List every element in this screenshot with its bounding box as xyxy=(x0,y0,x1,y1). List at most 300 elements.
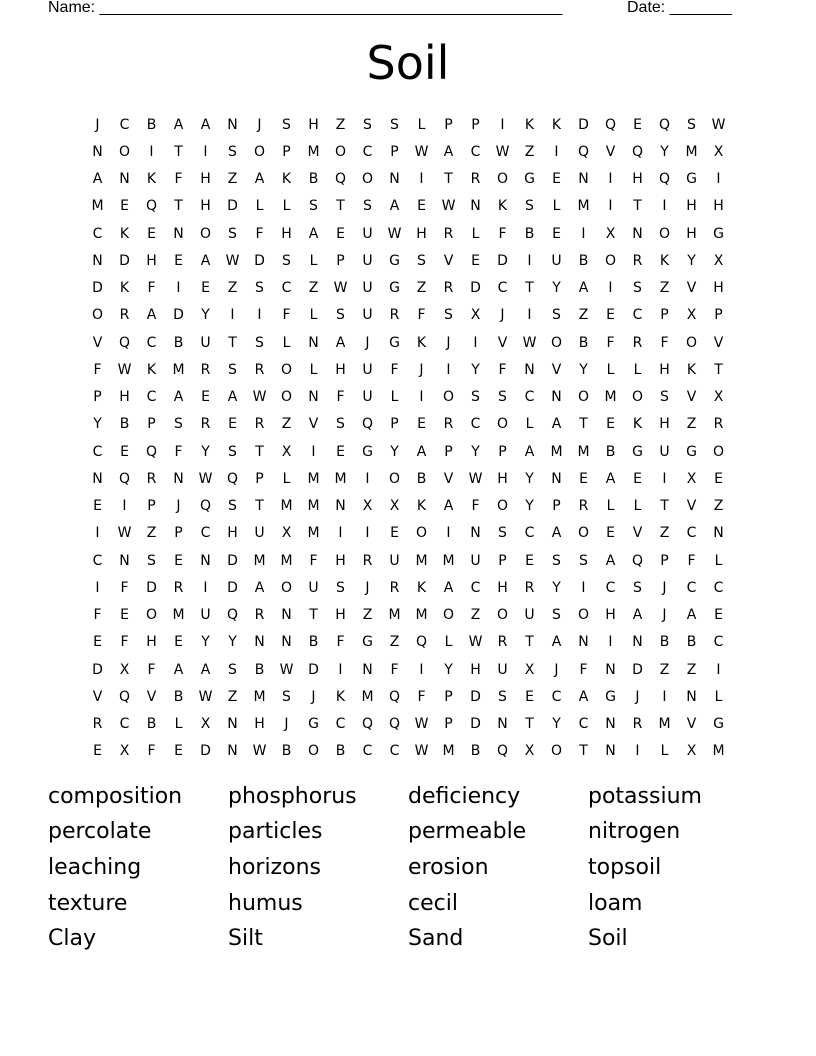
grid-letter: P xyxy=(714,307,723,324)
grid-letter: C xyxy=(497,280,508,297)
grid-letter: B xyxy=(578,334,589,351)
word-row xyxy=(48,850,768,886)
grid-letter: V xyxy=(92,334,103,351)
grid-letter: N xyxy=(227,716,238,733)
grid-letter: K xyxy=(119,280,130,297)
grid-letter: E xyxy=(471,252,480,269)
grid-letter: Z xyxy=(686,661,697,678)
grid-letter: L xyxy=(390,389,399,406)
grid-letter: I xyxy=(257,307,262,324)
grid-letter: V xyxy=(551,361,562,378)
grid-letter: I xyxy=(95,525,100,542)
grid-letter: N xyxy=(713,525,724,542)
grid-letter: E xyxy=(120,198,129,215)
grid-letter: E xyxy=(174,634,183,651)
grid-letter: P xyxy=(147,498,156,515)
grid-letter: I xyxy=(311,443,316,460)
grid-letter: F xyxy=(417,688,426,705)
grid-letter: S xyxy=(228,361,237,378)
grid-letter: S xyxy=(687,116,696,133)
grid-letter: B xyxy=(524,225,535,242)
grid-letter: G xyxy=(686,443,697,460)
grid-letter: N xyxy=(227,116,238,133)
grid-letter: Q xyxy=(334,171,347,188)
grid-letter: X xyxy=(713,143,724,160)
grid-letter: V xyxy=(443,252,454,269)
grid-letter: S xyxy=(255,280,264,297)
grid-letter: Q xyxy=(388,688,401,705)
grid-letter: F xyxy=(498,225,507,242)
grid-letter: I xyxy=(581,579,586,596)
grid-letter: E xyxy=(552,171,561,188)
grid-letter: B xyxy=(173,334,184,351)
grid-row xyxy=(84,111,732,138)
grid-letter: E xyxy=(147,225,156,242)
grid-letter: D xyxy=(173,307,184,324)
grid-letter: R xyxy=(254,416,265,433)
grid-letter: G xyxy=(605,688,616,705)
grid-letter: Q xyxy=(631,552,644,569)
grid-letter: T xyxy=(228,334,237,351)
grid-letter: H xyxy=(200,171,211,188)
grid-row xyxy=(84,738,732,765)
grid-row xyxy=(84,465,732,492)
grid-letter: Z xyxy=(686,416,697,433)
grid-letter: I xyxy=(635,743,640,760)
grid-letter: W xyxy=(198,688,213,705)
grid-letter: S xyxy=(660,389,669,406)
grid-letter: T xyxy=(336,198,345,215)
grid-letter: Q xyxy=(226,607,239,624)
grid-letter: L xyxy=(633,361,642,378)
grid-letter: P xyxy=(390,416,399,433)
grid-letter: S xyxy=(552,307,561,324)
grid-letter: M xyxy=(253,552,266,569)
grid-letter: O xyxy=(280,389,293,406)
grid-row xyxy=(84,711,732,738)
grid-letter: N xyxy=(551,389,562,406)
grid-letter: F xyxy=(255,225,264,242)
grid-letter: P xyxy=(471,116,480,133)
grid-letter: Z xyxy=(227,171,238,188)
grid-letter: F xyxy=(309,552,318,569)
grid-letter: M xyxy=(604,389,617,406)
grid-letter: J xyxy=(662,607,667,624)
grid-letter: V xyxy=(686,716,697,733)
grid-letter: U xyxy=(308,579,319,596)
grid-letter: J xyxy=(554,661,559,678)
page-title: Soil xyxy=(366,36,450,90)
grid-letter: A xyxy=(578,688,589,705)
grid-letter: R xyxy=(254,607,265,624)
grid-letter: O xyxy=(577,525,590,542)
grid-letter: O xyxy=(631,389,644,406)
grid-letter: N xyxy=(551,470,562,487)
grid-letter: P xyxy=(93,389,102,406)
grid-letter: I xyxy=(608,634,613,651)
grid-letter: O xyxy=(253,143,266,160)
grid-letter: S xyxy=(282,116,291,133)
grid-letter: D xyxy=(470,280,481,297)
grid-letter: P xyxy=(444,688,453,705)
grid-letter: B xyxy=(470,743,481,760)
grid-letter: X xyxy=(281,443,292,460)
grid-letter: C xyxy=(92,443,103,460)
grid-letter: A xyxy=(605,470,616,487)
grid-letter: Y xyxy=(660,143,669,160)
grid-letter: Z xyxy=(416,280,427,297)
grid-letter: C xyxy=(92,225,103,242)
grid-letter: I xyxy=(446,361,451,378)
grid-letter: N xyxy=(308,334,319,351)
grid-letter: A xyxy=(389,198,400,215)
grid-letter: P xyxy=(282,143,291,160)
grid-letter: E xyxy=(336,443,345,460)
grid-letter: M xyxy=(280,498,293,515)
grid-letter: C xyxy=(470,579,481,596)
grid-letter: M xyxy=(415,552,428,569)
grid-letter: L xyxy=(444,634,453,651)
grid-letter: H xyxy=(686,198,697,215)
grid-letter: T xyxy=(579,416,588,433)
grid-letter: O xyxy=(442,607,455,624)
grid-letter: M xyxy=(91,198,104,215)
grid-letter: X xyxy=(200,716,211,733)
grid-letter: S xyxy=(498,688,507,705)
grid-letter: N xyxy=(227,743,238,760)
grid-letter: A xyxy=(416,443,427,460)
grid-letter: Z xyxy=(578,307,589,324)
grid-letter: Q xyxy=(118,334,131,351)
grid-letter: W xyxy=(252,743,267,760)
grid-letter: F xyxy=(93,361,102,378)
grid-letter: W xyxy=(414,743,429,760)
grid-letter: I xyxy=(527,252,532,269)
grid-letter: P xyxy=(498,443,507,460)
grid-letter: Z xyxy=(713,498,724,515)
grid-letter: Q xyxy=(604,116,617,133)
grid-letter: I xyxy=(608,280,613,297)
grid-letter: P xyxy=(444,116,453,133)
grid-letter: B xyxy=(146,716,157,733)
grid-letter: E xyxy=(417,416,426,433)
grid-letter: L xyxy=(552,198,561,215)
grid-letter: S xyxy=(174,416,183,433)
grid-letter: H xyxy=(632,171,643,188)
grid-letter: J xyxy=(284,716,289,733)
grid-letter: Z xyxy=(146,525,157,542)
grid-letter: S xyxy=(552,607,561,624)
grid-letter: I xyxy=(662,198,667,215)
grid-letter: A xyxy=(443,143,454,160)
word-bank-item: topsoil xyxy=(588,854,662,880)
grid-letter: O xyxy=(91,307,104,324)
grid-letter: F xyxy=(120,579,129,596)
grid-letter: F xyxy=(147,280,156,297)
grid-letter: W xyxy=(468,470,483,487)
grid-letter: I xyxy=(608,171,613,188)
grid-letter: T xyxy=(660,498,669,515)
word-bank-item: horizons xyxy=(228,854,321,880)
grid-letter: C xyxy=(470,143,481,160)
name-field-label: Name: ____________________________________________________ xyxy=(48,0,563,16)
grid-letter: W xyxy=(522,334,537,351)
grid-letter: K xyxy=(119,225,130,242)
grid-letter: E xyxy=(633,470,642,487)
grid-letter: A xyxy=(200,661,211,678)
word-bank-item: particles xyxy=(228,819,323,845)
grid-letter: N xyxy=(119,552,130,569)
grid-letter: K xyxy=(281,171,292,188)
grid-letter: O xyxy=(550,743,563,760)
grid-letter: C xyxy=(713,634,724,651)
grid-letter: H xyxy=(713,198,724,215)
grid-letter: A xyxy=(92,171,103,188)
grid-letter: O xyxy=(712,443,725,460)
grid-letter: V xyxy=(605,143,616,160)
grid-row xyxy=(84,138,732,165)
grid-letter: X xyxy=(686,743,697,760)
grid-letter: V xyxy=(308,416,319,433)
grid-letter: Y xyxy=(579,361,588,378)
grid-letter: S xyxy=(282,252,291,269)
grid-row xyxy=(84,547,732,574)
grid-letter: O xyxy=(496,498,509,515)
grid-letter: Z xyxy=(659,280,670,297)
word-bank-item: texture xyxy=(48,890,128,916)
grid-letter: U xyxy=(200,607,211,624)
grid-letter: Z xyxy=(308,280,319,297)
grid-letter: U xyxy=(551,252,562,269)
grid-row xyxy=(84,384,732,411)
grid-letter: D xyxy=(119,252,130,269)
grid-letter: E xyxy=(174,552,183,569)
grid-letter: K xyxy=(416,334,427,351)
grid-letter: F xyxy=(687,552,696,569)
grid-letter: Y xyxy=(552,280,561,297)
grid-letter: S xyxy=(228,443,237,460)
grid-letter: O xyxy=(118,143,131,160)
grid-letter: S xyxy=(363,116,372,133)
grid-letter: L xyxy=(525,416,534,433)
grid-letter: O xyxy=(145,607,158,624)
grid-letter: Y xyxy=(552,716,561,733)
grid-letter: Q xyxy=(361,416,374,433)
grid-letter: J xyxy=(95,116,100,133)
grid-letter: X xyxy=(281,525,292,542)
grid-letter: W xyxy=(225,252,240,269)
grid-letter: D xyxy=(227,552,238,569)
grid-letter: C xyxy=(470,416,481,433)
grid-letter: N xyxy=(254,634,265,651)
grid-letter: Y xyxy=(201,634,210,651)
grid-letter: O xyxy=(361,171,374,188)
grid-letter: V xyxy=(443,470,454,487)
grid-letter: D xyxy=(470,688,481,705)
grid-letter: E xyxy=(336,225,345,242)
grid-letter: N xyxy=(119,171,130,188)
grid-letter: E xyxy=(120,443,129,460)
grid-letter: A xyxy=(173,116,184,133)
grid-letter: I xyxy=(554,143,559,160)
grid-letter: V xyxy=(686,280,697,297)
grid-letter: D xyxy=(632,661,643,678)
grid-letter: M xyxy=(172,361,185,378)
grid-row xyxy=(84,220,732,247)
grid-letter: V xyxy=(686,498,697,515)
grid-letter: W xyxy=(468,634,483,651)
grid-letter: Y xyxy=(93,416,102,433)
grid-letter: E xyxy=(93,743,102,760)
grid-letter: F xyxy=(390,361,399,378)
grid-letter: M xyxy=(253,688,266,705)
grid-letter: G xyxy=(713,716,724,733)
grid-letter: W xyxy=(711,116,726,133)
grid-letter: O xyxy=(496,416,509,433)
grid-letter: F xyxy=(606,334,615,351)
grid-letter: B xyxy=(416,470,427,487)
grid-letter: Y xyxy=(525,498,534,515)
grid-letter: U xyxy=(200,334,211,351)
grid-letter: A xyxy=(551,416,562,433)
word-bank-item: Sand xyxy=(408,926,464,952)
grid-letter: Q xyxy=(658,116,671,133)
grid-row xyxy=(84,275,732,302)
grid-letter: S xyxy=(471,389,480,406)
grid-letter: W xyxy=(495,143,510,160)
grid-letter: M xyxy=(685,143,698,160)
grid-letter: L xyxy=(174,716,183,733)
grid-letter: I xyxy=(338,525,343,542)
grid-letter: C xyxy=(200,525,211,542)
grid-letter: Y xyxy=(201,307,210,324)
grid-letter: H xyxy=(227,525,238,542)
grid-letter: G xyxy=(362,634,373,651)
grid-letter: X xyxy=(119,661,130,678)
grid-letter: G xyxy=(389,252,400,269)
grid-letter: P xyxy=(336,252,345,269)
word-bank-item: leaching xyxy=(48,854,142,880)
grid-letter: I xyxy=(716,171,721,188)
word-bank-item: humus xyxy=(228,890,303,916)
grid-letter: F xyxy=(336,634,345,651)
grid-letter: B xyxy=(119,416,130,433)
grid-letter: R xyxy=(389,579,400,596)
word-bank-item: nitrogen xyxy=(588,819,681,845)
grid-letter: X xyxy=(362,498,373,515)
grid-letter: I xyxy=(716,661,721,678)
word-row xyxy=(48,815,768,851)
grid-letter: S xyxy=(552,552,561,569)
grid-letter: T xyxy=(714,361,723,378)
grid-letter: A xyxy=(686,607,697,624)
grid-letter: S xyxy=(498,525,507,542)
grid-letter: K xyxy=(632,416,643,433)
grid-letter: C xyxy=(713,579,724,596)
grid-letter: H xyxy=(686,225,697,242)
grid-letter: V xyxy=(92,688,103,705)
grid-letter: G xyxy=(686,171,697,188)
grid-letter: Z xyxy=(659,661,670,678)
word-bank-item: phosphorus xyxy=(228,783,357,809)
grid-letter: X xyxy=(713,252,724,269)
grid-letter: W xyxy=(117,361,132,378)
grid-letter: A xyxy=(173,661,184,678)
grid-letter: L xyxy=(309,361,318,378)
grid-letter: O xyxy=(577,389,590,406)
grid-letter: A xyxy=(551,634,562,651)
grid-letter: N xyxy=(686,688,697,705)
grid-letter: K xyxy=(524,116,535,133)
grid-letter: N xyxy=(362,661,373,678)
grid-letter: Z xyxy=(389,634,400,651)
grid-letter: M xyxy=(658,716,671,733)
grid-letter: T xyxy=(309,607,318,624)
grid-letter: Z xyxy=(227,688,238,705)
grid-letter: U xyxy=(659,443,670,460)
grid-letter: H xyxy=(119,389,130,406)
grid-letter: O xyxy=(577,607,590,624)
grid-letter: M xyxy=(388,607,401,624)
grid-letter: I xyxy=(122,498,127,515)
grid-letter: C xyxy=(389,743,400,760)
grid-letter: N xyxy=(173,470,184,487)
grid-letter: J xyxy=(446,334,451,351)
grid-letter: T xyxy=(174,143,183,160)
grid-letter: N xyxy=(92,470,103,487)
grid-letter: C xyxy=(92,552,103,569)
grid-letter: T xyxy=(255,443,264,460)
grid-letter: R xyxy=(173,579,184,596)
grid-letter: R xyxy=(632,716,643,733)
grid-letter: B xyxy=(281,743,292,760)
word-bank-item: composition xyxy=(48,783,183,809)
grid-letter: S xyxy=(633,280,642,297)
grid-letter: S xyxy=(363,198,372,215)
grid-letter: K xyxy=(497,198,508,215)
grid-row xyxy=(84,356,732,383)
grid-letter: W xyxy=(198,470,213,487)
grid-letter: D xyxy=(227,579,238,596)
grid-letter: H xyxy=(281,225,292,242)
grid-letter: R xyxy=(200,416,211,433)
grid-letter: E xyxy=(606,416,615,433)
grid-letter: G xyxy=(389,334,400,351)
word-row xyxy=(48,921,768,957)
grid-letter: A xyxy=(308,225,319,242)
grid-letter: A xyxy=(632,607,643,624)
grid-letter: D xyxy=(92,280,103,297)
word-row xyxy=(48,779,768,815)
grid-letter: N xyxy=(173,225,184,242)
grid-letter: H xyxy=(308,116,319,133)
grid-letter: S xyxy=(309,198,318,215)
grid-letter: H xyxy=(146,252,157,269)
grid-letter: R xyxy=(254,361,265,378)
grid-letter: C xyxy=(281,280,292,297)
grid-letter: O xyxy=(658,225,671,242)
grid-letter: H xyxy=(146,634,157,651)
grid-letter: S xyxy=(498,389,507,406)
grid-letter: C xyxy=(362,143,373,160)
grid-letter: L xyxy=(714,552,723,569)
grid-letter: I xyxy=(338,661,343,678)
grid-letter: P xyxy=(660,552,669,569)
grid-letter: T xyxy=(444,171,453,188)
grid-letter: C xyxy=(119,116,130,133)
grid-letter: R xyxy=(713,416,724,433)
grid-letter: E xyxy=(120,607,129,624)
